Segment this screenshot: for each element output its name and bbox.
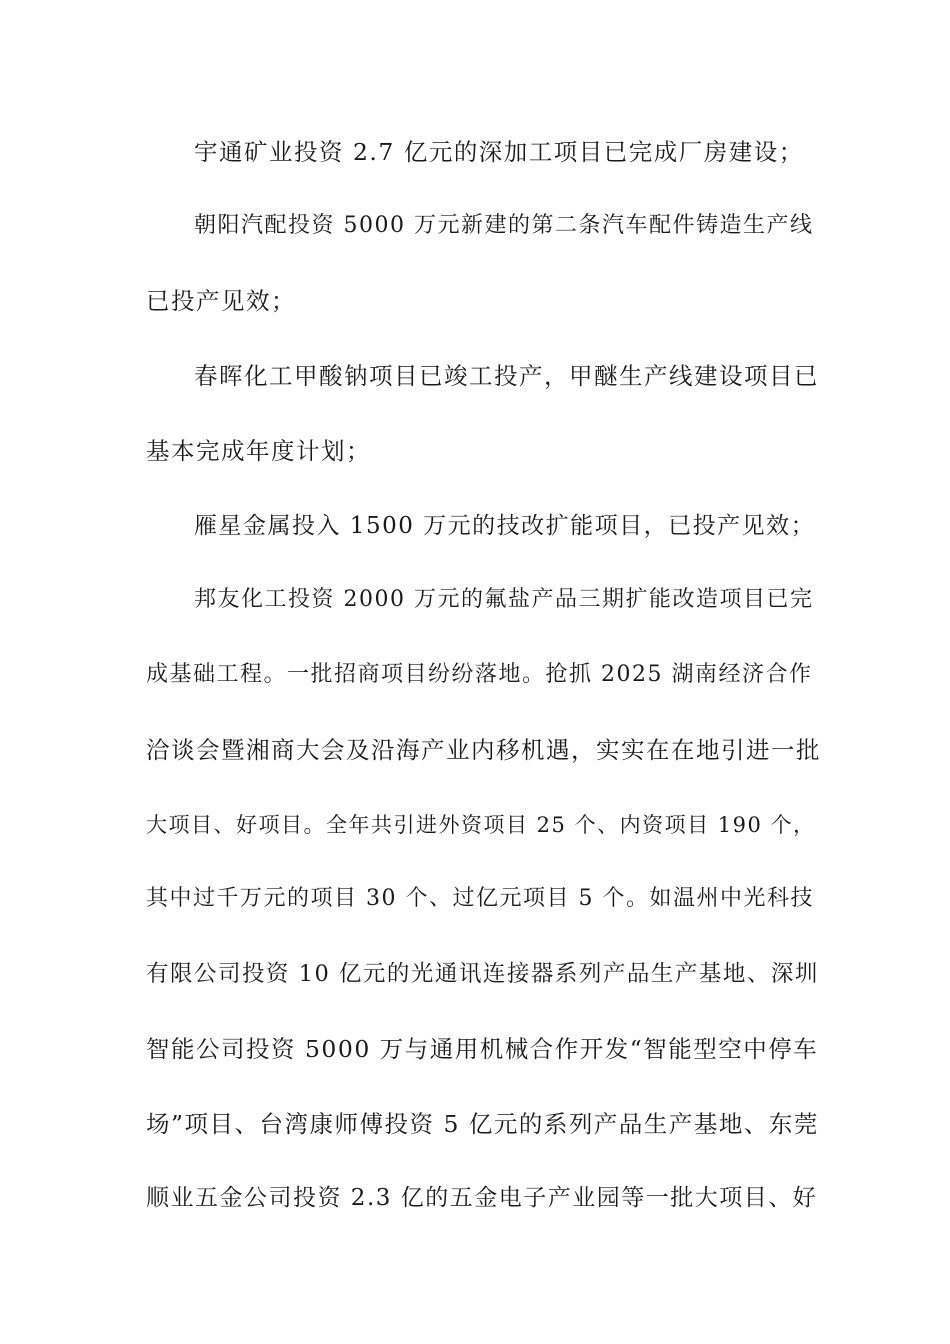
text-line: 成基础工程。一批招商项目纷纷落地。抢抓 2025 湖南经济合作 <box>146 662 813 687</box>
text-line: 宇通矿业投资 2.7 亿元的深加工项目已完成厂房建设； <box>194 138 804 166</box>
text-line: 大项目、好项目。全年共引进外资项目 25 个、内资项目 190 个， <box>146 813 816 837</box>
text-line: 朝阳汽配投资 5000 万元新建的第二条汽车配件铸造生产线 <box>194 213 814 238</box>
text-line: 场”项目、台湾康师傅投资 5 亿元的系列产品生产基地、东莞 <box>146 1110 819 1138</box>
text-line: 邦友化工投资 2000 万元的氟盐产品三期扩能改造项目已完 <box>194 587 814 612</box>
text-line: 有限公司投资 10 亿元的光通讯连接器系列产品生产基地、深圳 <box>146 961 819 987</box>
text-line: 雁星金属投入 1500 万元的技改扩能项目，已投产见效； <box>194 513 816 539</box>
text-line: 已投产见效； <box>146 287 296 315</box>
text-line: 顺业五金公司投资 2.3 亿的五金电子产业园等一批大项目、好 <box>146 1185 818 1211</box>
text-line: 其中过千万元的项目 30 个、过亿元项目 5 个。如温州中光科技 <box>146 886 814 911</box>
text-line: 洽谈会暨湘商大会及沿海产业内移机遇，实实在在地引进一批 <box>146 736 821 764</box>
text-line: 智能公司投资 5000 万与通用机械合作开发“智能型空中停车 <box>146 1035 819 1063</box>
text-line: 春晖化工甲酸钠项目已竣工投产，甲醚生产线建设项目已 <box>194 362 819 390</box>
text-line: 基本完成年度计划； <box>146 437 371 465</box>
